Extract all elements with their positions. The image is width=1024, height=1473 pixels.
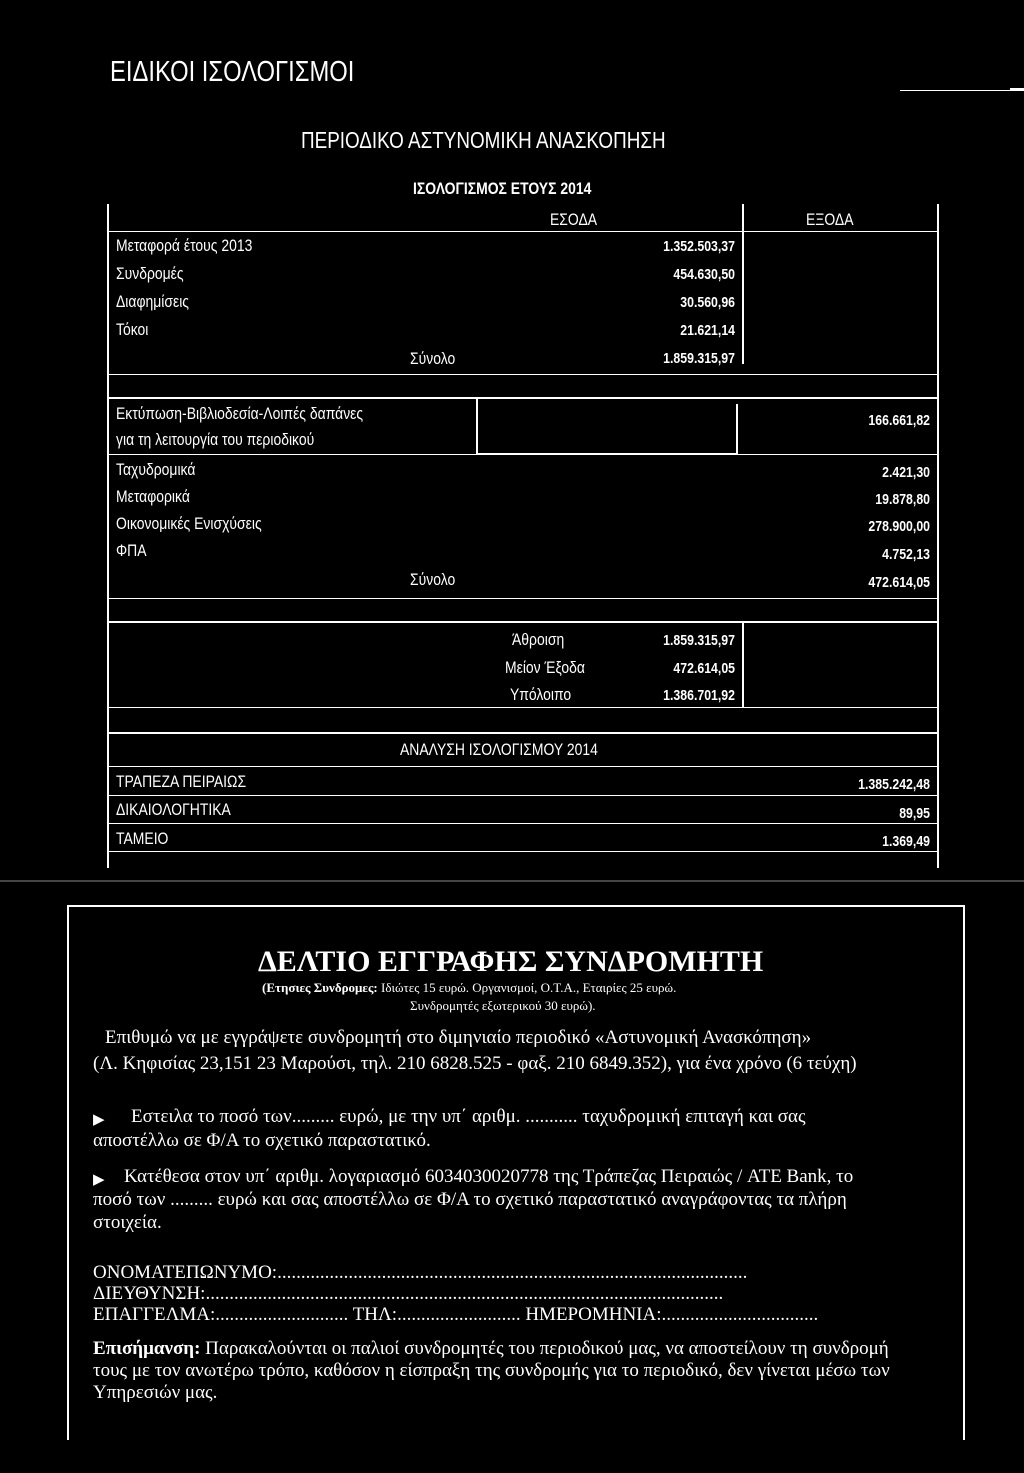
subtitle-bold: (Ετησιες Συνδρομες: [262, 980, 378, 995]
form-subtitle-line2: Συνδρομητές εξωτερικού 30 ευρώ). [410, 998, 596, 1013]
summary-label: Άθροιση [512, 630, 565, 649]
expense-value: 19.878,80 [875, 491, 930, 508]
intro-line: (Λ. Κηφισίας 23,151 23 Μαρούσι, τηλ. 210 6828.525 - φαξ. 210 6849.352), για ένα χρόνο (6 τεύχη) [93, 1053, 857, 1074]
form-border-right [963, 905, 965, 1440]
name-field[interactable]: ΟΝΟΜΑΤΕΠΩΝΥΜΟ:................................................................................................... [93, 1262, 748, 1283]
income-label: Τόκοι [116, 320, 149, 339]
balance-title: ΙΣΟΛΟΓΙΣΜΟΣ ΕΤΟΥΣ 2014 [413, 179, 592, 198]
note-line: τους με τον ανωτέρω τρόπο, καθόσον η είσπραξη της συνδρομής για το περιοδικό, δεν γίνεται μέσω των [93, 1360, 890, 1381]
bullet-arrow-icon: ▶ [93, 1111, 105, 1128]
note-text: Παρακαλούνται οι παλιοί συνδρομητές του περιοδικού μας, να αποστείλουν τη συνδρομή [200, 1338, 889, 1359]
income-value: 30.560,96 [680, 294, 735, 311]
income-label: Συνδρομές [116, 264, 184, 283]
header-rule-end [1010, 88, 1024, 91]
job-phone-date-field[interactable]: ΕΠΑΓΓΕΛΜΑ:............................ ΤΗΛ:.......................... ΗΜΕΡΟΜΗΝΙΑ:................................. [93, 1304, 819, 1325]
analysis-value: 89,95 [899, 805, 930, 822]
income-total: 1.859.315,97 [663, 350, 735, 367]
table-border-left [107, 204, 109, 868]
row-rule [109, 707, 937, 708]
expense-total: 472.614,05 [868, 574, 930, 591]
option-line: στοιχεία. [93, 1212, 162, 1233]
row-rule [109, 598, 937, 599]
form-title: ΔΕΛΤΙΟ ΕΓΓΡΑΦΗΣ ΣΥΝΔΡΟΜΗΤΗ [258, 945, 764, 978]
income-value: 454.630,50 [673, 266, 735, 283]
expense-label: Ταχυδρομικά [116, 460, 196, 479]
income-label: Μεταφορά έτους 2013 [116, 236, 253, 255]
magazine-title: ΠΕΡΙΟΔΙΚΟ ΑΣΤΥΝΟΜΙΚΗ ΑΝΑΣΚΟΠΗΣΗ [301, 127, 666, 153]
expense-label: Οικονομικές Ενισχύσεις [116, 514, 262, 533]
summary-label: Υπόλοιπο [510, 685, 572, 704]
analysis-title: ΑΝΑΛΥΣΗ ΙΣΟΛΟΓΙΣΜΟΥ 2014 [400, 740, 598, 759]
row-rule [109, 397, 937, 399]
expense-total-label: Σύνολο [410, 570, 456, 589]
option-line: αποστέλλω σε Φ/Α το σχετικό παραστατικό. [93, 1130, 431, 1151]
note-bold: Επισήμανση: [93, 1338, 201, 1359]
row-rule [109, 621, 937, 623]
summary-value: 472.614,05 [673, 660, 735, 677]
intro-line: Επιθυμώ να με εγγράψετε συνδρομητή στο διμηνιαίο περιοδικό «Αστυνομική Ανασκόπηση» [105, 1027, 812, 1048]
section-title: ΕΙΔΙΚΟΙ ΙΣΟΛΟΓΙΣΜΟΙ [110, 56, 355, 88]
expense-label: ΦΠΑ [116, 541, 147, 560]
expense-header: ΕΞΟΔΑ [806, 210, 854, 229]
expense-value: 278.900,00 [868, 518, 930, 535]
address-field[interactable]: ΔΙΕΥΘΥΝΣΗ:............................................................................................................. [93, 1283, 724, 1304]
row-rule [109, 795, 937, 796]
note-line [93, 1338, 889, 1360]
analysis-label: ΔΙΚΑΙΟΛΟΓΗΤΙΚΑ [116, 800, 231, 819]
subtitle-rest: Ιδιώτες 15 ευρώ. Οργανισμοί, Ο.Τ.Α., Εταιρίες 25 ευρώ. [377, 980, 677, 995]
analysis-value: 1.385.242,48 [858, 776, 930, 793]
income-value: 21.621,14 [680, 322, 735, 339]
bullet-arrow-icon: ▶ [93, 1171, 105, 1188]
expense-label: Μεταφορικά [116, 487, 190, 506]
column-divider [742, 204, 744, 364]
option-line: Εστειλα το ποσό των......... ευρώ, με την υπ΄ αριθμ. ........... ταχυδρομική επιταγή και σας [131, 1106, 806, 1127]
form-border-left [67, 905, 69, 1440]
table-border-right [937, 204, 939, 868]
option-line: ποσό των ......... ευρώ και σας αποστέλλω σε Φ/Α το σχετικό παραστατικό αναγράφοντας τα πλήρη [93, 1189, 847, 1210]
expense-value: 4.752,13 [882, 546, 930, 563]
row-rule [109, 766, 937, 767]
header-rule [109, 231, 937, 232]
income-header: ΕΣΟΔΑ [550, 210, 598, 229]
expense-box-right [736, 404, 738, 454]
row-rule [109, 374, 937, 375]
analysis-label: ΤΡΑΠΕΖΑ ΠΕΙΡΑΙΩΣ [116, 772, 247, 791]
analysis-value: 1.369,49 [882, 833, 930, 850]
row-rule [109, 823, 937, 824]
row-rule [109, 732, 937, 734]
summary-value: 1.386.701,92 [663, 687, 735, 704]
analysis-label: ΤΑΜΕΙΟ [116, 829, 169, 848]
expense-label-line2: για τη λειτουργία του περιοδικού [116, 430, 315, 449]
income-value: 1.352.503,37 [663, 238, 735, 255]
expense-label: Εκτύπωση-Βιβλιοδεσία-Λοιπές δαπάνες [116, 404, 364, 423]
note-line: Υπηρεσιών μας. [93, 1382, 218, 1403]
header-rule [900, 90, 1010, 91]
row-rule [109, 851, 939, 852]
expense-value: 166.661,82 [868, 412, 930, 429]
summary-value: 1.859.315,97 [663, 632, 735, 649]
expense-value: 2.421,30 [882, 464, 930, 481]
row-rule [109, 454, 937, 455]
form-border-top [67, 905, 965, 907]
option-line: Κατέθεσα στον υπ΄ αριθμ. λογαριασμό 6034030020778 της Τράπεζας Πειραιώς / ATE Bank, το [124, 1166, 854, 1187]
page-divider [0, 880, 1024, 882]
income-label: Διαφημίσεις [116, 292, 190, 311]
income-total-label: Σύνολο [410, 349, 456, 368]
form-subtitle [262, 980, 676, 996]
expense-box-left [476, 397, 478, 453]
summary-divider [742, 621, 744, 707]
summary-label: Μείον Έξοδα [505, 658, 585, 677]
